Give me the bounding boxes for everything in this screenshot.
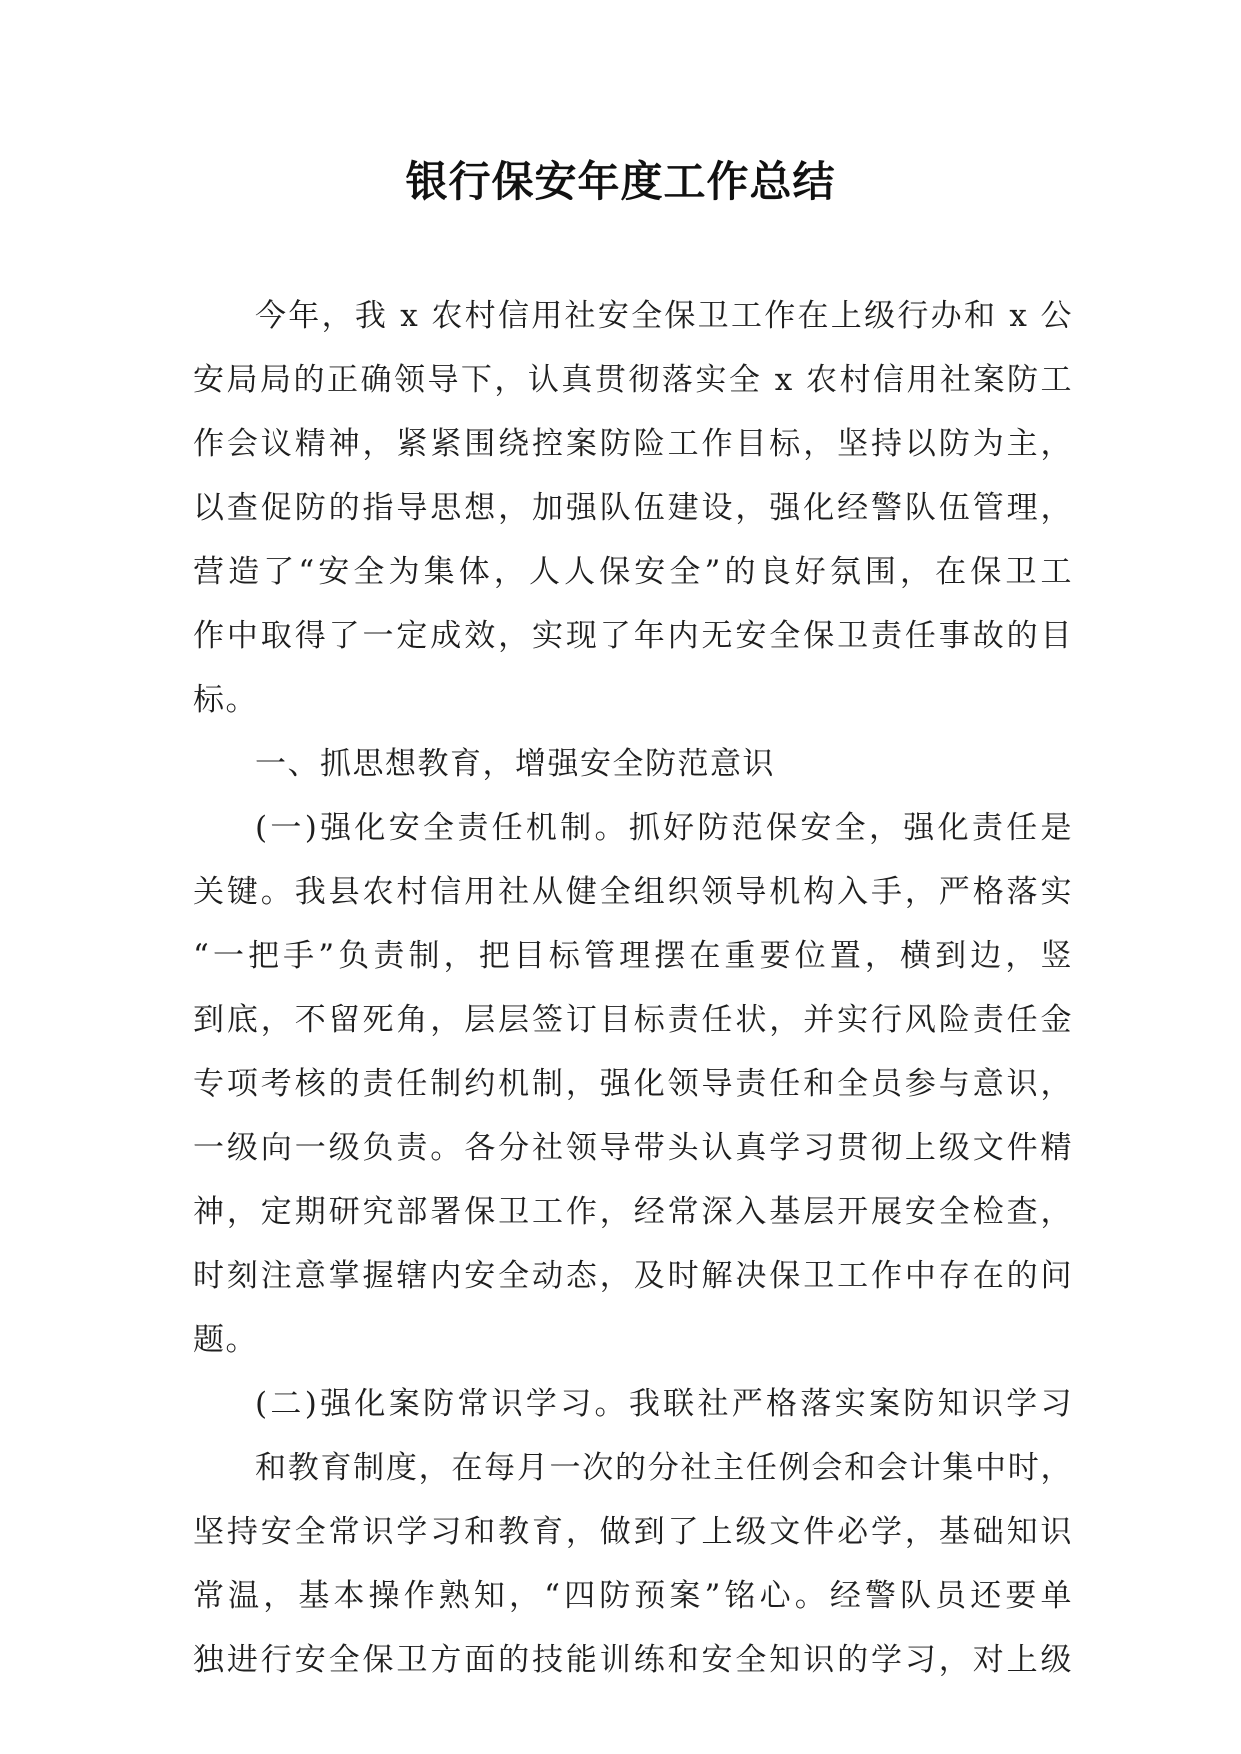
text-line: 专项考核的责任制约机制，强化领导责任和全员参与意识， [193,1066,1073,1102]
text-line: 独进行安全保卫方面的技能训练和安全知识的学习，对上级 [193,1642,1073,1678]
text-line: 一级向一级负责。各分社领导带头认真学习贯彻上级文件精 [193,1130,1073,1166]
text-line: 和教育制度，在每月一次的分社主任例会和会计集中时， [255,1450,1073,1486]
text-line: 到底，不留死角，层层签订目标责任状，并实行风险责任金 [193,1002,1073,1038]
text-line: “一把手”负责制，把目标管理摆在重要位置，横到边，竖 [193,938,1073,974]
text-line: 作中取得了一定成效，实现了年内无安全保卫责任事故的目 [193,618,1073,654]
text-line: 一、抓思想教育，增强安全防范意识 [255,746,775,782]
text-line: (一)强化安全责任机制。抓好防范保安全，强化责任是 [255,810,1073,846]
text-line: 关键。我县农村信用社从健全组织领导机构入手，严格落实 [193,874,1073,910]
text-line: 安局局的正确领导下，认真贯彻落实全 x 农村信用社案防工 [193,362,1073,398]
text-line: 题。 [193,1322,258,1358]
text-line: 时刻注意掌握辖内安全动态，及时解决保卫工作中存在的问 [193,1258,1073,1294]
text-line: 标。 [193,682,258,718]
text-line: 作会议精神，紧紧围绕控案防险工作目标，坚持以防为主， [193,426,1073,462]
document-title: 银行保安年度工作总结 [405,157,836,206]
text-line: 以查促防的指导思想，加强队伍建设，强化经警队伍管理， [193,490,1073,526]
text-line: (二)强化案防常识学习。我联社严格落实案防知识学习 [255,1386,1073,1422]
document-body [193,284,1073,1692]
text-line: 今年，我 x 农村信用社安全保卫工作在上级行办和 x 公 [255,298,1073,334]
text-line: 坚持安全常识学习和教育，做到了上级文件必学，基础知识 [193,1514,1073,1550]
text-line: 营造了“安全为集体，人人保安全”的良好氛围，在保卫工 [193,554,1073,590]
text-line: 神，定期研究部署保卫工作，经常深入基层开展安全检查， [193,1194,1073,1230]
text-line: 常温，基本操作熟知，“四防预案”铭心。经警队员还要单 [193,1578,1073,1614]
